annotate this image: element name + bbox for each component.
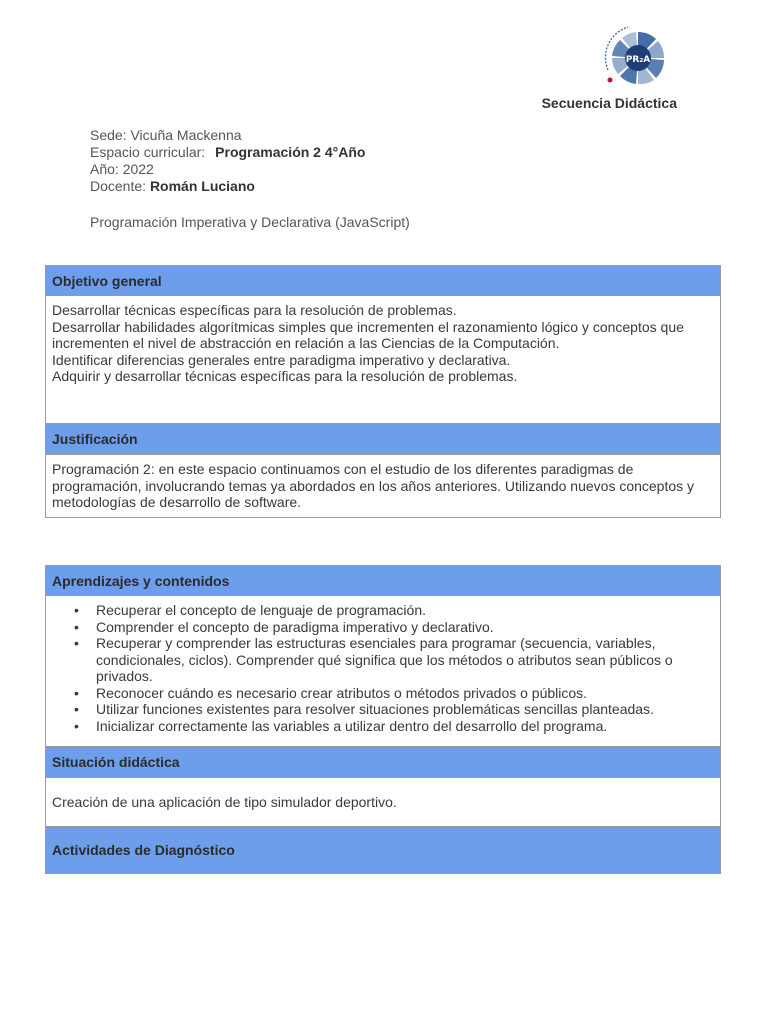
aprendizajes-header: Aprendizajes y contenidos <box>46 566 720 596</box>
justificacion-text: Programación 2: en este espacio continuamos con el estudio de los diferentes paradigmas de programación, involucrando temas ya abordados en los años anteriores. Utilizando nuevos conceptos y metodologías de desarrollo de software. <box>52 461 695 510</box>
espacio-label: Espacio curricular: <box>90 144 206 160</box>
docente-value: Román Luciano <box>149 178 255 194</box>
situacion-text: Creación de una aplicación de tipo simulador deportivo. <box>52 793 397 810</box>
list-item: • Utilizar funciones existentes para resolver situaciones problemáticas sencillas planteadas. <box>96 701 714 718</box>
objetivo-header: Objetivo general <box>46 266 720 296</box>
espacio-value: Programación 2 4°Año <box>215 144 366 160</box>
docente-line <box>90 178 365 195</box>
school-logo <box>598 18 678 98</box>
list-item: • Inicializar correctamente las variables a utilizar dentro del desarrollo del programa. <box>96 718 714 735</box>
document-title: Secuencia Didáctica <box>541 95 677 111</box>
objetivo-line: Adquirir y desarrollar técnicas específicas para la resolución de problemas. <box>52 368 518 384</box>
objetivo-body <box>46 296 720 424</box>
anio-line: Año: 2022 <box>90 161 154 177</box>
situacion-body <box>46 778 720 827</box>
list-item: • Comprender el concepto de paradigma imperativo y declarativo. <box>96 619 714 636</box>
document-meta <box>90 127 365 195</box>
aprendizajes-list <box>52 602 714 734</box>
objetivo-line: Identificar diferencias generales entre paradigma imperativo y declarativa. <box>52 351 511 368</box>
situacion-header: Situación didáctica <box>46 747 720 778</box>
sede-line: Sede: Vicuña Mackenna <box>90 127 242 143</box>
list-item: • Recuperar el concepto de lenguaje de programación. <box>96 602 714 619</box>
docente-label: Docente: <box>90 178 147 194</box>
espacio-line <box>90 144 365 161</box>
justificacion-header: Justificación <box>46 424 720 455</box>
justificacion-body <box>46 455 720 517</box>
subject-subtitle: Programación Imperativa y Declarativa (JavaScript) <box>90 214 410 230</box>
objetivo-line: Desarrollar habilidades algorítmicas simples que incrementen el razonamiento lógico y conceptos que incrementen el nivel de abstracción en relación a las Ciencias de la Computación. <box>52 318 684 351</box>
actividades-header: Actividades de Diagnóstico <box>46 827 720 873</box>
logo-text: PR₂A <box>625 55 651 65</box>
objetivo-justificacion-table <box>45 265 721 518</box>
aprendizajes-body <box>46 596 720 747</box>
aprendizajes-table <box>45 565 721 874</box>
objetivo-line: Desarrollar técnicas específicas para la resolución de problemas. <box>52 302 457 318</box>
list-item: • Reconocer cuándo es necesario crear atributos o métodos privados o públicos. <box>96 685 714 702</box>
list-item: • Recuperar y comprender las estructuras esenciales para programar (secuencia, variables, condicionales, ciclos). Comprender qué significa que los métodos o atributos sean públicos o privados. <box>96 635 714 685</box>
